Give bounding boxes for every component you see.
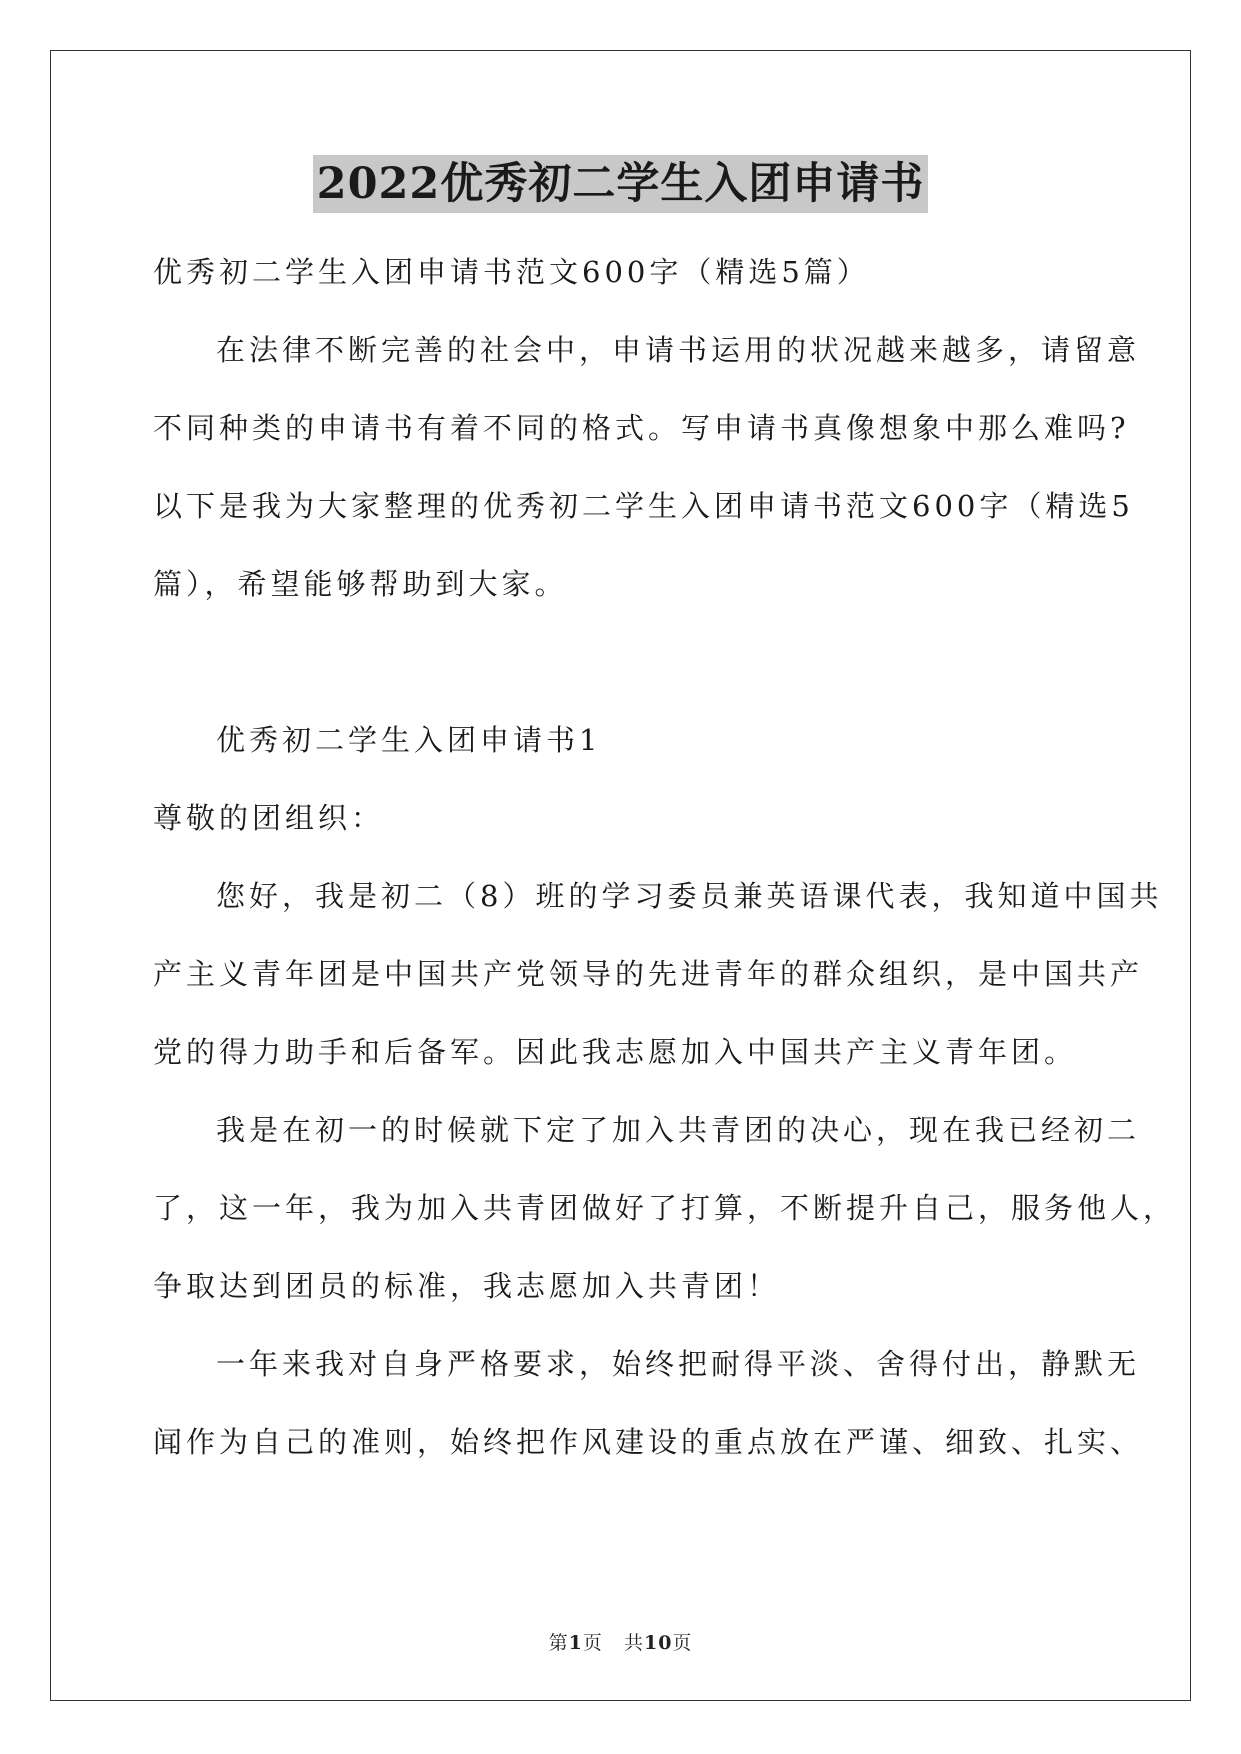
total-suffix: 页 — [672, 1632, 693, 1654]
total-pages: 10 — [643, 1632, 673, 1654]
intro-line: 在法律不断完善的社会中，申请书运用的状况越来越多，请留意 — [216, 333, 1141, 367]
page-footer — [0, 1628, 1241, 1655]
page-number: 1 — [568, 1632, 583, 1654]
paragraph-line: 我是在初一的时候就下定了加入共青团的决心，现在我已经初二 — [216, 1113, 1141, 1147]
document-subtitle: 优秀初二学生入团申请书范文600字（精选5篇） — [153, 255, 870, 289]
page-prefix: 第 — [548, 1632, 569, 1654]
paragraph-line: 争取达到团员的标准，我志愿加入共青团！ — [153, 1269, 781, 1303]
paragraph-line: 了，这一年，我为加入共青团做好了打算，不断提升自己，服务他人， — [153, 1191, 1177, 1225]
document-title: 2022优秀初二学生入团申请书 — [313, 155, 929, 213]
intro-line: 篇），希望能够帮助到大家。 — [153, 567, 568, 601]
paragraph-line: 闻作为自己的准则，始终把作风建设的重点放在严谨、细致、扎实、 — [153, 1425, 1144, 1459]
intro-line: 不同种类的申请书有着不同的格式。写申请书真像想象中那么难吗? — [153, 411, 1130, 445]
paragraph-line: 产主义青年团是中国共产党领导的先进青年的群众组织，是中国共产 — [153, 957, 1144, 991]
paragraph-line: 一年来我对自身严格要求，始终把耐得平淡、舍得付出，静默无 — [216, 1347, 1141, 1381]
section-heading: 优秀初二学生入团申请书1 — [216, 723, 602, 757]
intro-line: 以下是我为大家整理的优秀初二学生入团申请书范文600字（精选5 — [153, 489, 1134, 523]
paragraph-line: 党的得力助手和后备军。因此我志愿加入中国共产主义青年团。 — [153, 1035, 1078, 1069]
total-prefix: 共 — [623, 1632, 644, 1654]
document-body — [153, 233, 1177, 1481]
blank-line — [153, 623, 1103, 701]
paragraph-line: 您好，我是初二（8）班的学习委员兼英语课代表，我知道中国共 — [216, 879, 1163, 913]
salutation: 尊敬的团组织： — [153, 801, 385, 835]
title-container — [0, 155, 1241, 213]
page-suffix: 页 — [582, 1632, 603, 1654]
